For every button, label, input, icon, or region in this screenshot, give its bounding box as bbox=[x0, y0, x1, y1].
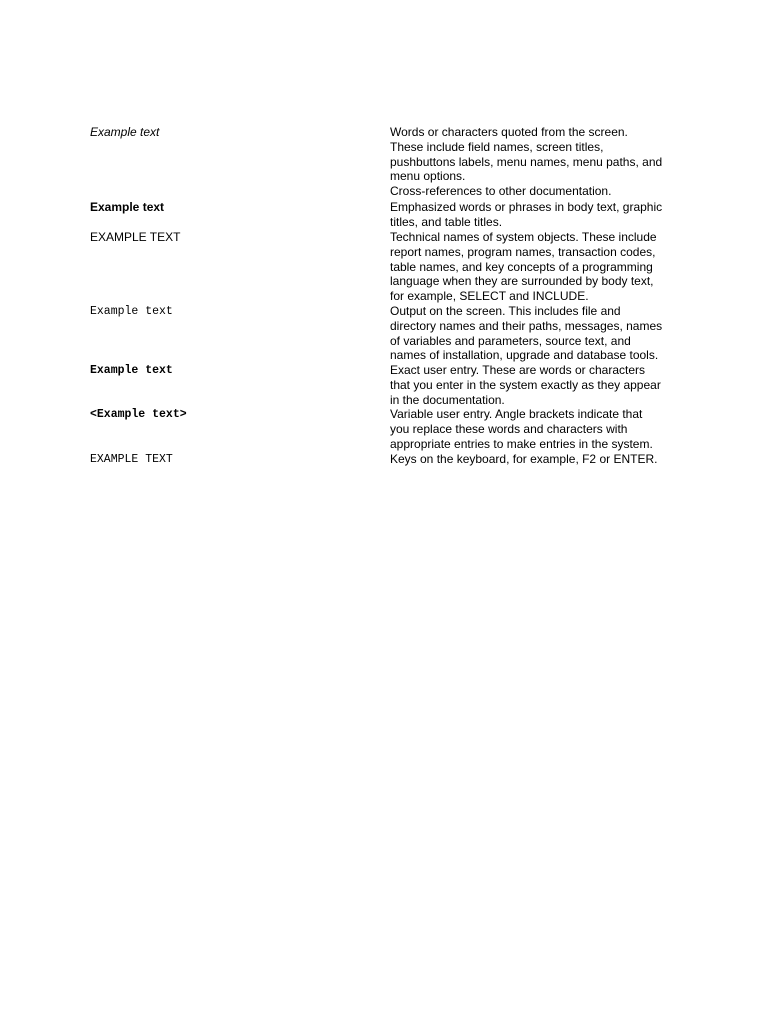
convention-description bbox=[390, 363, 690, 407]
convention-term: Example text bbox=[90, 200, 165, 214]
description-line: Keys on the keyboard, for example, F2 or ENTER. bbox=[390, 452, 658, 466]
description-line: pushbuttons labels, menu names, menu paths, and bbox=[390, 154, 663, 169]
description-line: Output on the screen. This includes file and bbox=[390, 304, 621, 318]
description-line: you replace these words and characters with bbox=[390, 421, 628, 436]
description-line: Exact user entry. These are words or characters bbox=[390, 363, 645, 377]
convention-description bbox=[390, 230, 690, 304]
convention-term: <Example text> bbox=[90, 408, 187, 421]
description-line: menu options. bbox=[390, 169, 466, 184]
description-line: These include field names, screen titles, bbox=[390, 139, 604, 154]
convention-term: Example text bbox=[90, 125, 160, 139]
description-line: appropriate entries to make entries in the system. bbox=[390, 436, 653, 451]
description-line: Emphasized words or phrases in body text, graphic bbox=[390, 200, 663, 214]
convention-term: Example text bbox=[90, 305, 173, 318]
description-line: report names, program names, transaction codes, bbox=[390, 244, 656, 259]
convention-description bbox=[390, 407, 690, 451]
description-line: of variables and parameters, source text, and bbox=[390, 333, 631, 348]
description-line: for example, SELECT and INCLUDE. bbox=[390, 289, 589, 304]
convention-term: EXAMPLE TEXT bbox=[90, 453, 173, 466]
description-line: Variable user entry. Angle brackets indicate that bbox=[390, 407, 643, 421]
description-line: table names, and key concepts of a programming bbox=[390, 259, 653, 274]
description-line: Words or characters quoted from the screen. bbox=[390, 125, 628, 139]
description-line: directory names and their paths, messages, names bbox=[390, 318, 663, 333]
description-line: names of installation, upgrade and database tools. bbox=[390, 348, 659, 363]
description-line: Cross-references to other documentation. bbox=[390, 184, 612, 199]
convention-description bbox=[390, 304, 690, 363]
description-line: titles, and table titles. bbox=[390, 214, 503, 229]
convention-term: Example text bbox=[90, 364, 173, 377]
convention-description bbox=[390, 200, 690, 230]
convention-description bbox=[390, 452, 690, 467]
description-line: Technical names of system objects. These include bbox=[390, 230, 657, 244]
convention-term: EXAMPLE TEXT bbox=[90, 230, 181, 244]
description-line: in the documentation. bbox=[390, 392, 505, 407]
description-line: language when they are surrounded by body text, bbox=[390, 274, 654, 289]
convention-description bbox=[390, 125, 690, 199]
description-line: that you enter in the system exactly as they appear bbox=[390, 377, 661, 392]
